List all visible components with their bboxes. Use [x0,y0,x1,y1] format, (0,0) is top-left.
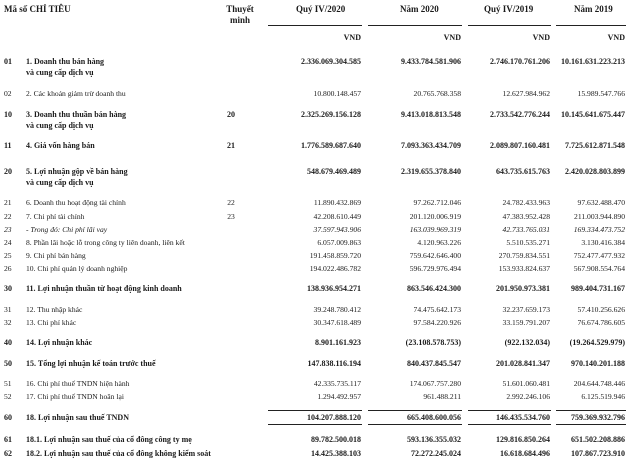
row-value-col-1: 104.207.888.120 [307,413,361,422]
row-value-col-4: (19.264.529.979) [569,338,625,347]
row-label-line-2: và cung cấp dịch vụ [26,68,94,77]
row-value-col-3: 201.028.841.347 [496,359,550,368]
row-label: 4. Giá vốn hàng bán [26,141,95,150]
header-col-q4-2020: Quý IV/2020 [296,4,346,14]
row-value-col-3: 2.089.807.160.481 [490,141,550,150]
total-rule-bottom-1 [268,424,362,425]
row-note: 21 [227,141,235,150]
row-code: 01 [4,57,12,66]
row-value-col-3: 643.735.615.763 [496,167,550,176]
row-value-col-2: 2.319.655.378.840 [401,167,461,176]
row-label-line-2: và cung cấp dịch vụ [26,178,94,187]
row-value-col-3: 2.733.542.776.244 [490,110,550,119]
header-note-title-1: Thuyết [226,4,254,14]
row-note: 23 [227,212,235,221]
row-value-col-1: 191.458.859.720 [309,251,361,260]
row-value-col-2: 961.488.211 [423,392,461,401]
row-value-col-2: 20.765.768.358 [413,89,461,98]
row-value-col-2: 201.120.006.919 [409,212,461,221]
row-value-col-2: 7.093.363.434.709 [401,141,461,150]
row-code: 40 [4,338,12,347]
row-value-col-2: (23.108.578.753) [405,338,461,347]
row-value-col-4: 57.410.256.626 [577,305,625,314]
row-value-col-2: 4.120.963.226 [417,238,461,247]
row-code: 32 [4,318,12,327]
row-value-col-2: 863.546.424.300 [407,284,461,293]
row-value-col-2: 759.642.646.400 [409,251,461,260]
row-label: 18.2. Lợi nhuận sau thuế của cổ đông không kiểm soát [26,449,211,458]
row-label: 1. Doanh thu bán hàng [26,57,105,66]
row-label: 11. Lợi nhuận thuần từ hoạt động kinh doanh [26,284,182,293]
row-label: 5. Lợi nhuận gộp về bán hàng [26,167,128,176]
row-value-col-4: 10.161.631.223.213 [561,57,625,66]
row-label-line-2: và cung cấp dịch vụ [26,121,94,130]
row-value-col-1: 89.782.500.018 [311,435,361,444]
row-code: 24 [4,238,12,247]
row-value-col-1: 39.248.780.412 [313,305,361,314]
row-value-col-4: 970.140.201.188 [571,359,625,368]
row-value-col-1: 2.336.069.304.585 [301,57,361,66]
row-value-col-1: 10.800.148.457 [313,89,361,98]
row-value-col-4: 6.125.519.946 [581,392,625,401]
header-col-year-2020: Năm 2020 [400,4,439,14]
row-value-col-3: 129.816.850.264 [496,435,550,444]
row-value-col-1: 1.294.492.957 [317,392,361,401]
row-value-col-3: 32.237.659.173 [502,305,550,314]
row-label: 14. Lợi nhuận khác [26,338,93,347]
row-value-col-4: 169.334.473.752 [573,225,625,234]
row-value-col-4: 752.477.477.932 [573,251,625,260]
row-value-col-3: 201.950.973.381 [496,284,550,293]
row-value-col-1: 11.890.432.869 [313,198,361,207]
row-code: 60 [4,413,12,422]
row-value-col-4: 10.145.641.675.447 [561,110,625,119]
row-value-col-2: 97.584.220.926 [413,318,461,327]
row-value-col-3: 51.601.060.481 [502,379,550,388]
row-value-col-1: 194.022.486.782 [309,264,361,273]
row-code: 52 [4,392,12,401]
row-label: 16. Chi phí thuế TNDN hiện hành [26,379,130,388]
row-label: 18.1. Lợi nhuận sau thuế của cổ đông công ty mẹ [26,435,192,444]
row-code: 02 [4,89,12,98]
row-label: 10. Chi phí quản lý doanh nghiệp [26,264,128,273]
row-code: 10 [4,110,12,119]
row-value-col-3: 16.618.684.496 [500,449,550,458]
row-value-col-1: 42.335.735.117 [313,379,361,388]
total-rule-bottom-3 [468,424,551,425]
row-value-col-2: 174.067.757.280 [409,379,461,388]
row-code: 31 [4,305,12,314]
row-value-col-3: 12.627.984.962 [502,89,550,98]
row-value-col-2: 596.729.976.494 [409,264,461,273]
row-value-col-1: 37.597.943.906 [313,225,361,234]
row-label: 2. Các khoản giảm trừ doanh thu [26,89,126,98]
row-value-col-2: 840.437.845.547 [407,359,461,368]
row-code: 62 [4,449,12,458]
row-label: 18. Lợi nhuận sau thuế TNDN [26,413,129,422]
row-code: 20 [4,167,12,176]
row-code: 51 [4,379,12,388]
row-value-col-1: 30.347.618.489 [313,318,361,327]
row-value-col-3: 270.759.834.551 [498,251,550,260]
row-value-col-3: 33.159.791.207 [502,318,550,327]
row-label: 17. Chi phí thuế TNDN hoãn lại [26,392,124,401]
row-value-col-3: (922.132.034) [504,338,550,347]
row-value-col-1: 138.936.954.271 [307,284,361,293]
row-code: 61 [4,435,12,444]
row-label: 13. Chi phí khác [26,318,77,327]
total-rule-top-2 [368,410,462,411]
row-label: 9. Chi phí bán hàng [26,251,86,260]
unit-col-4: VND [607,33,625,42]
row-value-col-2: 9.413.018.813.548 [401,110,461,119]
row-code: 25 [4,251,12,260]
row-value-col-2: 593.136.355.032 [407,435,461,444]
row-value-col-4: 989.404.731.167 [571,284,625,293]
header-rule-3 [468,25,551,26]
unit-col-2: VND [443,33,461,42]
unit-col-3: VND [532,33,550,42]
row-value-col-3: 146.435.534.760 [496,413,550,422]
row-value-col-2: 74.475.642.173 [413,305,461,314]
header-note-title-2: minh [229,15,250,25]
row-value-col-4: 204.644.748.446 [573,379,625,388]
row-value-col-3: 5.510.535.271 [506,238,550,247]
row-value-col-3: 2.992.246.106 [506,392,550,401]
row-label: 6. Doanh thu hoạt động tài chính [26,198,126,207]
row-value-col-3: 24.782.433.963 [502,198,550,207]
row-label: - Trong đó: Chi phí lãi vay [26,225,108,234]
header-col-year-2019: Năm 2019 [574,4,613,14]
row-code: 26 [4,264,12,273]
row-label: 12. Thu nhập khác [26,305,83,314]
row-code: 50 [4,359,12,368]
row-label: 3. Doanh thu thuần bán hàng [26,110,127,119]
total-rule-top-3 [468,410,551,411]
row-value-col-3: 2.746.170.761.206 [490,57,550,66]
row-value-col-4: 7.725.612.871.548 [565,141,625,150]
row-value-col-4: 651.502.208.886 [571,435,625,444]
row-value-col-2: 9.433.784.581.906 [401,57,461,66]
row-value-col-1: 2.325.269.156.128 [301,110,361,119]
row-code: 30 [4,284,12,293]
row-value-col-3: 153.933.824.637 [498,264,550,273]
header-rule-2 [368,25,462,26]
unit-col-1: VND [343,33,361,42]
total-rule-top-1 [268,410,362,411]
row-value-col-4: 759.369.932.796 [571,413,625,422]
header-code-title: Mã số CHỈ TIÊU [4,4,71,14]
row-code: 23 [4,225,12,234]
row-value-col-4: 3.130.416.384 [581,238,625,247]
row-value-col-3: 42.733.765.031 [502,225,550,234]
row-value-col-4: 15.989.547.766 [577,89,625,98]
row-value-col-4: 76.674.786.605 [577,318,625,327]
row-code: 22 [4,212,12,221]
row-value-col-1: 147.838.116.194 [307,359,361,368]
header-col-q4-2019: Quý IV/2019 [484,4,534,14]
total-rule-bottom-4 [556,424,626,425]
row-label: 7. Chi phí tài chính [26,212,85,221]
row-value-col-4: 567.908.554.764 [573,264,625,273]
row-value-col-1: 548.679.469.489 [307,167,361,176]
row-note: 22 [227,198,235,207]
total-rule-bottom-2 [368,424,462,425]
row-label: 8. Phần lãi hoặc lỗ trong công ty liên doanh, liên kết [26,238,185,247]
row-value-col-4: 211.003.944.890 [574,212,625,221]
row-value-col-1: 1.776.589.687.640 [301,141,361,150]
row-value-col-1: 8.901.161.923 [315,338,361,347]
row-value-col-4: 97.632.488.470 [577,198,625,207]
row-value-col-2: 665.408.600.056 [407,413,461,422]
total-rule-top-4 [556,410,626,411]
header-rule-1 [268,25,362,26]
row-value-col-4: 107.867.723.910 [571,449,625,458]
row-value-col-1: 14.425.388.103 [311,449,361,458]
row-value-col-2: 72.272.245.024 [411,449,461,458]
row-value-col-1: 6.057.009.863 [317,238,361,247]
row-note: 20 [227,110,235,119]
row-value-col-2: 97.262.712.046 [413,198,461,207]
row-value-col-4: 2.420.028.803.899 [565,167,625,176]
row-label: 15. Tổng lợi nhuận kế toán trước thuế [26,359,156,368]
row-code: 21 [4,198,12,207]
header-rule-4 [556,25,626,26]
row-value-col-1: 42.208.610.449 [313,212,361,221]
row-code: 11 [4,141,12,150]
row-value-col-3: 47.383.952.428 [502,212,550,221]
row-value-col-2: 163.039.969.319 [409,225,461,234]
